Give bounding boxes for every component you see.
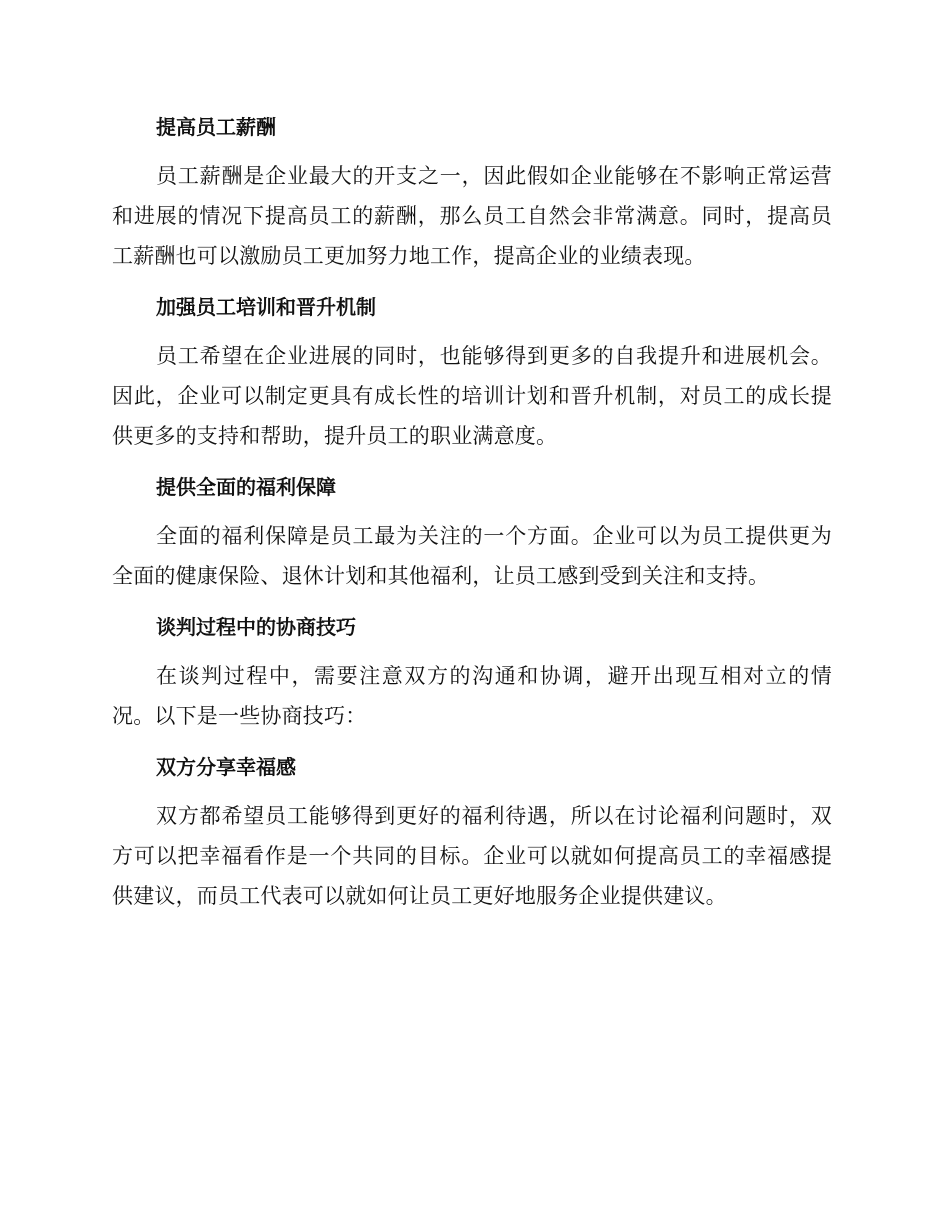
section-paragraph: 员工薪酬是企业最大的开支之一，因此假如企业能够在不影响正常运营和进展的情况下提高员工的薪酬，那么员工自然会非常满意。同时，提高员工薪酬也可以激励员工更加努力地工作，提高企业的业绩表现。 [112,164,832,268]
section-paragraph: 在谈判过程中，需要注意双方的沟通和协调，避开出现互相对立的情况。以下是一些协商技巧： [112,664,832,728]
section-paragraph: 员工希望在企业进展的同时，也能够得到更多的自我提升和进展机会。因此，企业可以制定更具有成长性的培训计划和晋升机制，对员工的成长提供更多的支持和帮助，提升员工的职业满意度。 [112,344,832,448]
section-heading: 加强员工培训和晋升机制 [156,295,376,319]
section-training-promotion [112,290,832,456]
section-paragraph: 全面的福利保障是员工最为关注的一个方面。企业可以为员工提供更为全面的健康保险、退休计划和其他福利，让员工感到受到关注和支持。 [112,524,832,588]
section-negotiation-skills [112,610,832,736]
section-paragraph: 双方都希望员工能够得到更好的福利待遇，所以在讨论福利问题时，双方可以把幸福看作是一个共同的目标。企业可以就如何提高员工的幸福感提供建议，而员工代表可以就如何让员工更好地服务企业提供建议。 [112,804,832,908]
section-heading: 提供全面的福利保障 [156,475,336,499]
document-page [112,110,832,916]
section-raise-salary [112,110,832,276]
section-welfare [112,470,832,596]
section-share-happiness [112,750,832,916]
section-heading: 谈判过程中的协商技巧 [156,615,356,639]
section-heading: 双方分享幸福感 [156,755,296,779]
section-heading: 提高员工薪酬 [156,115,276,139]
